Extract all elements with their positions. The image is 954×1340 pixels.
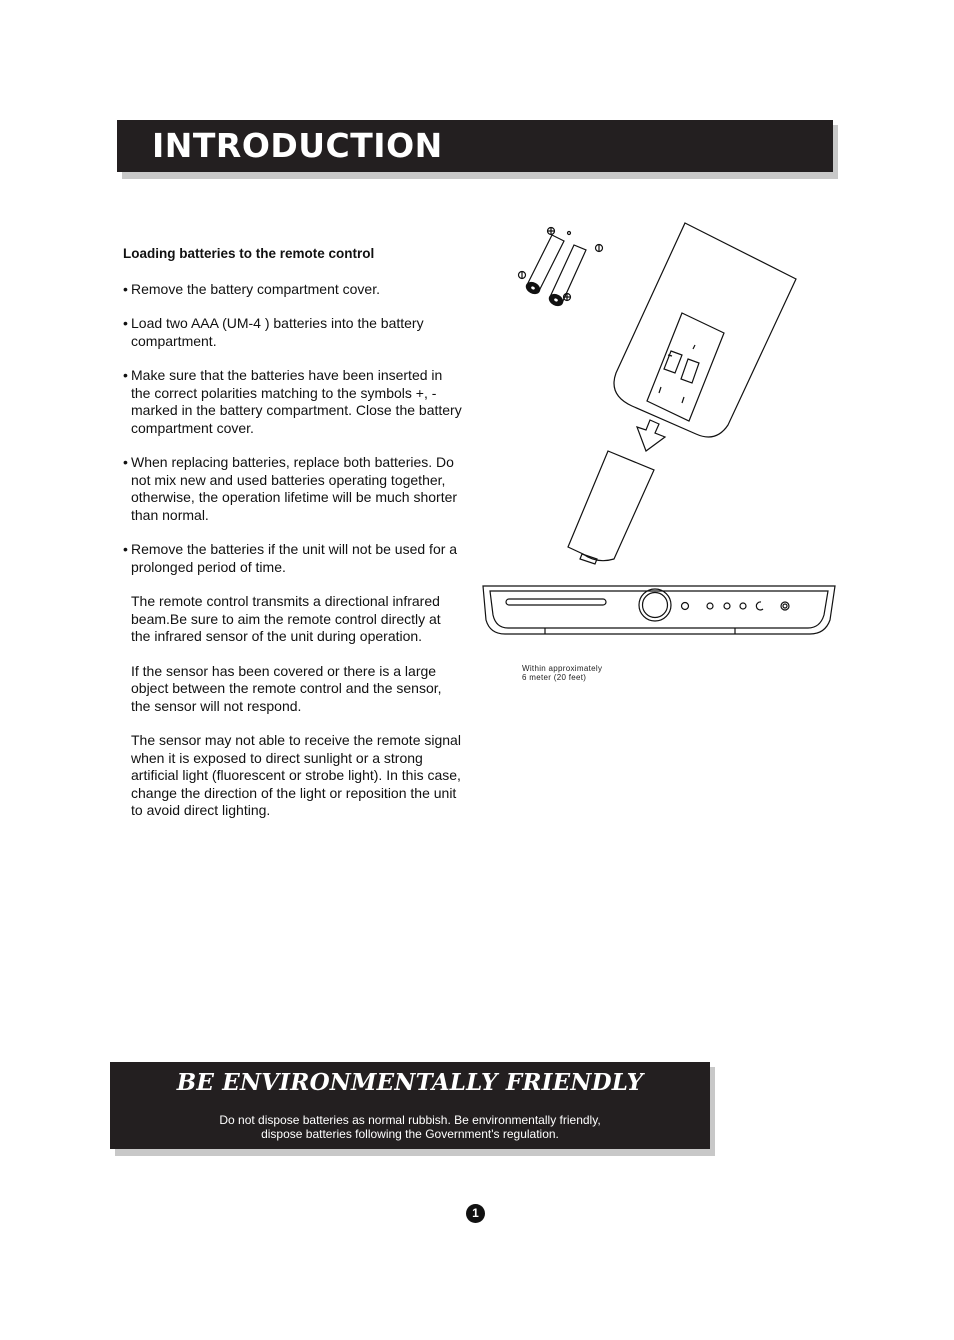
battery-icon (524, 235, 586, 308)
page-number: 1 (466, 1204, 485, 1223)
instructions-column (123, 245, 463, 837)
range-note-line: Within approximately (522, 664, 603, 673)
eco-message (110, 1113, 710, 1141)
bullet-item (123, 454, 463, 524)
bullet-text: Make sure that the batteries have been inserted in the correct polarities matching to the symbols +, - marked in the battery compartment. Close the battery compartment cover. (131, 367, 462, 436)
bullet-text: Remove the batteries if the unit will not be used for a prolonged period of time. (131, 541, 458, 575)
section-heading: Loading batteries to the remote control (123, 246, 375, 261)
remote-control-illustration (470, 215, 842, 655)
bullet-item (123, 367, 463, 437)
bullet-icon: • (123, 541, 128, 557)
bullet-item (123, 315, 463, 350)
eco-banner (110, 1062, 710, 1149)
eco-message-line: dispose batteries following the Government's regulation. (261, 1127, 559, 1141)
paragraph-infrared-beam: The remote control transmits a directional infrared beam.Be sure to aim the remote control directly at the infrared sensor of the unit during operation. (131, 593, 441, 644)
bullet-text: Remove the battery compartment cover. (131, 280, 380, 297)
bullet-item (123, 281, 463, 299)
bullet-icon: • (123, 280, 128, 297)
remote-body (614, 223, 796, 437)
bullet-text: When replacing batteries, replace both batteries. Do not mix new and used batteries operating together, otherwise, the operation lifetime will be much shorter than normal. (131, 454, 458, 523)
eco-title: BE ENVIRONMENTALLY FRIENDLY (176, 1069, 644, 1096)
eco-message-line: Do not dispose batteries as normal rubbish. Be environmentally friendly, (219, 1113, 601, 1127)
page-title: INTRODUCTION (152, 126, 443, 165)
arrow-down-icon (637, 420, 665, 451)
bullet-icon: • (123, 315, 128, 331)
paragraph-sensor-blocked: If the sensor has been covered or there is a large object between the remote control and the sensor, the sensor will not respond. (131, 662, 442, 714)
polarity-minus-icon (519, 232, 603, 279)
intro-banner (117, 120, 833, 172)
range-note-line: 6 meter (20 feet) (522, 673, 587, 682)
player-unit (483, 586, 835, 634)
battery-cover (568, 451, 654, 564)
range-note (522, 664, 602, 682)
bullet-icon: • (123, 454, 128, 470)
bullet-icon: • (123, 367, 128, 383)
paragraph-sensor-light: The sensor may not able to receive the remote signal when it is exposed to direct sunlight or a strong artificial light (fluorescent or strobe light). In this case, change the direction of the light or reposition the unit to avoid direct lighting. (131, 732, 461, 818)
bullet-item (123, 541, 463, 576)
bullet-text: Load two AAA (UM-4 ) batteries into the battery compartment. (131, 315, 424, 349)
